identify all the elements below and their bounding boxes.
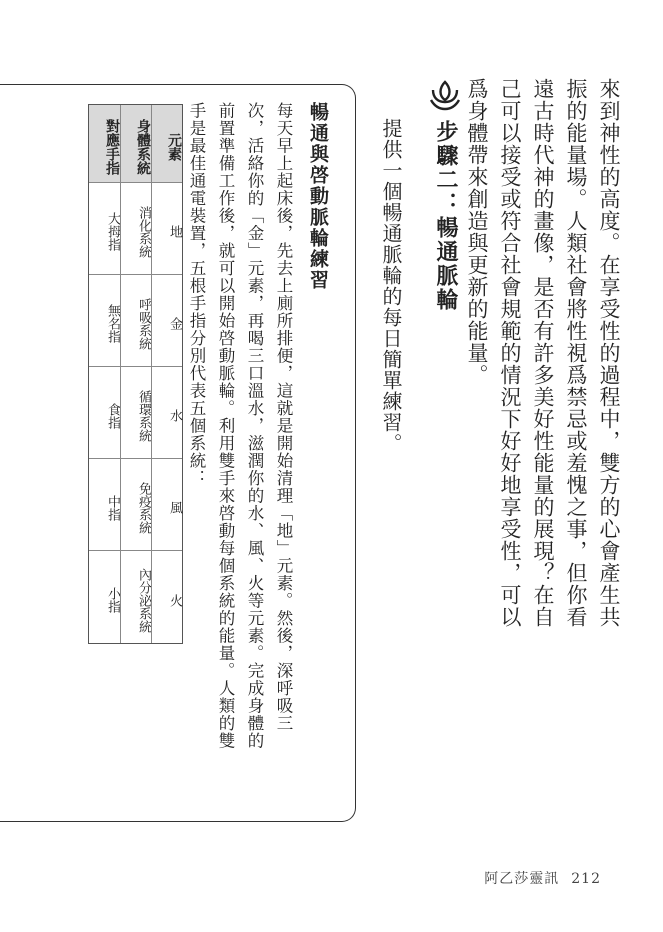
table-cell: 水	[152, 367, 182, 459]
table-row	[120, 105, 151, 643]
element-table	[88, 104, 183, 644]
main-paragraph: 來到神性的高度。在享受性的過程中，雙方的心會產生共振的能量場。人類社會將性視爲禁忌或羞愧之事，但你看遠古時代神的畫像，是否有許多美好性能量的展現？在自己可以接受或符合社會規範的情況下好好地享受性，可以爲身體帶來創造與更新的能量。	[465, 78, 621, 628]
step-intro: 提供一個暢通脈輪的每日簡單練習。	[379, 118, 403, 454]
table-cell: 中指	[89, 459, 120, 551]
table-cell: 火	[167, 593, 182, 607]
table-cell: 消化系統	[121, 183, 151, 275]
table-cell: 內分泌系統	[136, 567, 151, 633]
page-footer	[472, 868, 601, 888]
table-cell: 金	[152, 275, 182, 367]
table-cell: 食指	[89, 367, 120, 459]
step-title: 步驟二：暢通脈輪	[433, 120, 458, 312]
table-cell: 無名指	[89, 275, 120, 367]
page-number: 212	[571, 871, 601, 887]
book-title: 阿乙莎靈訊	[484, 871, 560, 887]
table-cell: 風	[152, 459, 182, 551]
table-cell: 小指	[105, 587, 120, 613]
step-heading	[425, 78, 465, 312]
table-row	[151, 105, 182, 643]
table-cell: 大拇指	[89, 183, 120, 275]
panel-body: 每天早上起床後，先去上廁所排便，這就是開始清理「地」元素。然後，深呼吸三次，活絡你的「金」元素，再喝三口溫水，滋潤你的水、風、火等元素。完成身體的前置準備工作後，就可以開始啓動脈輪。利用雙手來啓動每個系統的能量。人類的雙手是最佳通電裝置，五根手指分別代表五個系統：	[187, 102, 293, 750]
table-header-finger: 對應手指	[89, 105, 120, 183]
lotus-icon	[428, 78, 462, 112]
table-cell: 呼吸系統	[121, 275, 151, 367]
table-header-element: 元素	[152, 105, 182, 183]
table-cell: 地	[152, 183, 182, 275]
table-row	[89, 105, 120, 643]
table-cell: 免疫系統	[121, 459, 151, 551]
table-cell: 循環系統	[121, 367, 151, 459]
panel-title: 暢通與啓動脈輪練習	[307, 102, 329, 291]
table-header-body-system: 身體系統	[121, 105, 151, 183]
